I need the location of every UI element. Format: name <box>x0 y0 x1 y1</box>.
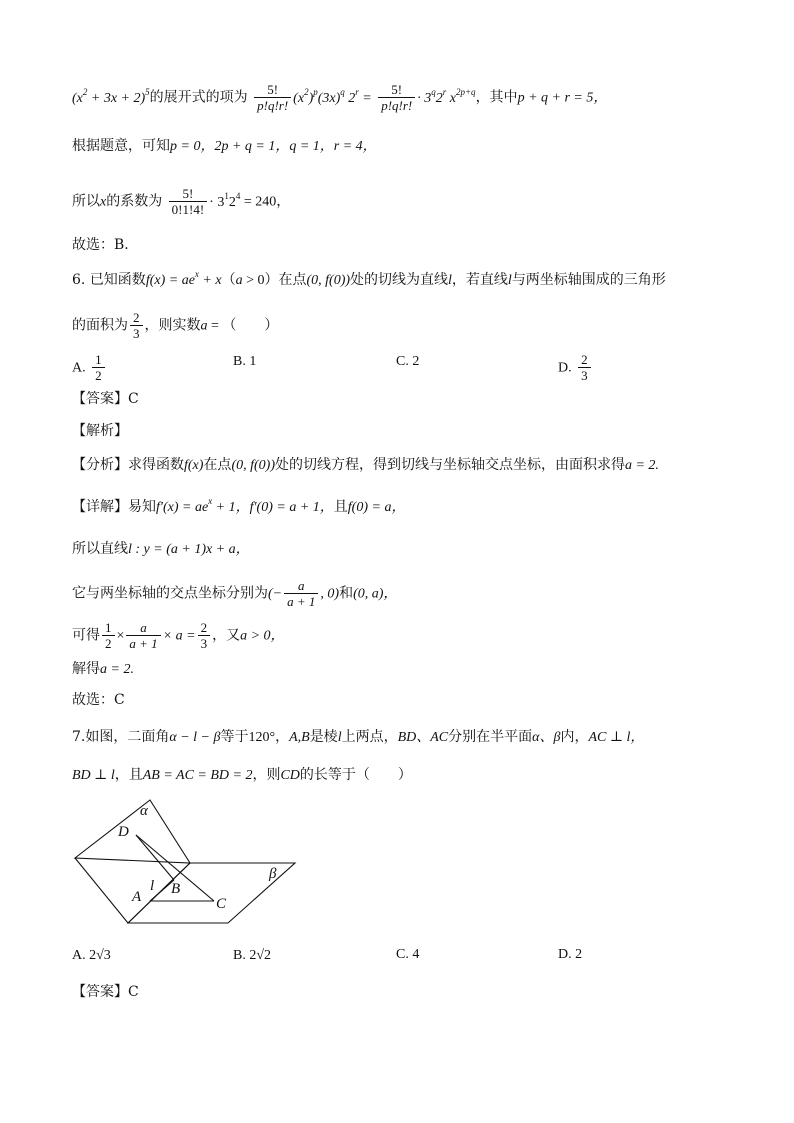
text: 是棱 <box>309 729 338 745</box>
q6-fenxi-line: 【分析】求得函数f(x)在点(0, f(0))处的切线方程，得到切线与坐标轴交点坐标，由面积求得a = 2. <box>72 457 659 473</box>
q7-option-b[interactable]: B. 2√2 <box>233 948 272 963</box>
q6-option-b[interactable]: B. 1 <box>233 354 257 369</box>
q6-answer: 故选：C <box>72 692 125 708</box>
q5-answer: 故选：B． <box>72 237 139 253</box>
text: ，且 <box>114 767 143 783</box>
text: （ ） <box>222 317 279 334</box>
label-l: l <box>150 878 155 894</box>
q6-stem-line1: 6. 已知函数$f(x) = ae^x + x(a > 0)$在点(0, f(0))处的切线为直线l，若直线l与两坐标轴围成的三角形 <box>72 269 666 288</box>
math-fraction: $\frac{1}{2}$ <box>92 352 105 383</box>
math-fraction: $\frac{5!}{0!1!4!}$ <box>169 186 208 217</box>
text: 在点 <box>278 272 307 288</box>
q6-option-c[interactable]: C. 2 <box>396 354 420 369</box>
text: 解得 <box>72 661 100 677</box>
q7-stem-line1: 7.如图，二面角α − l − β等于120°，A,B是棱l上两点，BD、AC分别在半平面α、β内，AC ⊥ l， <box>72 729 645 745</box>
math-fraction: $\frac{a}{a + 1}$ <box>126 620 160 651</box>
detail-tag: 【详解】 <box>72 499 128 515</box>
text: 上两点， <box>341 729 398 745</box>
q7-option-d[interactable]: D. 2 <box>558 947 583 962</box>
math-fraction: $\frac{2}{3}$ <box>578 352 591 383</box>
text: ，若直线 <box>451 272 508 288</box>
q5-coef-line: 所以x的系数为 $\frac{5!}{0!1!4!}$ · $3^12^4 = 240$， <box>72 186 291 217</box>
text: 的展开式的项为 <box>149 89 248 106</box>
text: 处的切线方程，得到切线与坐标轴交点坐标，由面积求得 <box>274 457 625 473</box>
text: 的长等于（ ） <box>299 767 412 783</box>
math-fraction: $\frac{5!}{p!q!r!}$ <box>254 82 291 113</box>
text: 内， <box>560 729 589 745</box>
q5-condition-line: 根据题意，可知p = 0，2p + q = 1，q = 1，r = 4， <box>72 138 377 154</box>
plane-alpha-edge <box>75 858 128 923</box>
text: ，又 <box>212 627 241 644</box>
text: 所以直线 <box>72 541 128 557</box>
option-label: A. <box>72 948 86 963</box>
label-beta: β <box>269 866 277 882</box>
q5-expansion-line: $(x^2 + 3x + 2)^5$的展开式的项为 $\frac{5!}{p!q!r!}$ $(x^2)^p(3x)^q$ $2^r$ = $\frac{5!}{p!q!r!}$ · $3^q2^r$ $x^{2p+q}$，其中p + q + r = 5， <box>72 82 608 113</box>
option-label: A. <box>72 360 86 376</box>
math-fraction: $\frac{a}{a + 1}$ <box>284 578 318 609</box>
text: 且 <box>333 499 348 515</box>
math-fraction: $\frac{2}{3}$ <box>198 620 211 651</box>
text: 它与两坐标轴的交点坐标分别为 <box>72 585 268 602</box>
text: 如图，二面角 <box>85 729 170 745</box>
label-alpha: α <box>140 803 148 819</box>
q6-option-d[interactable] <box>558 352 593 383</box>
q6-line-equation: 所以直线l : y = (a + 1)x + a， <box>72 541 250 557</box>
math-fraction: $\frac{1}{2}$ <box>102 620 115 651</box>
q7-option-c[interactable]: C. 4 <box>396 947 420 962</box>
text: ，则实数 <box>144 317 201 334</box>
math-trinomial: $(x^2 + 3x + 2)^5$ <box>72 86 150 106</box>
q6-option-a[interactable] <box>72 352 107 383</box>
label-B: B <box>171 881 181 897</box>
coef-value: = 240， <box>243 194 291 210</box>
text: 与两坐标轴围成的三角形 <box>511 272 666 288</box>
segment-DB <box>136 835 174 880</box>
q7-option-a[interactable]: A. 2√3 <box>72 948 111 963</box>
text: 等于 <box>220 729 249 745</box>
label-C: C <box>216 896 227 912</box>
option-label: B. <box>233 948 246 963</box>
text: 求得函数 <box>128 457 184 473</box>
q7-answer-tag: 【答案】C <box>72 984 139 1000</box>
text: 易知 <box>128 499 156 515</box>
text: ，其中 <box>475 89 518 106</box>
dihedral-angle-figure <box>70 795 310 930</box>
text: 可得 <box>72 627 100 644</box>
q6-solve-line: 解得a = 2. <box>72 661 134 677</box>
question-number: 7. <box>72 729 86 745</box>
q6-answer-tag: 【答案】C <box>72 391 139 407</box>
text: 所以 <box>72 193 100 210</box>
q6-stem-line2: 的面积为 $\frac{2}{3}$ ，则实数a = （ ） <box>72 310 279 341</box>
question-number: 6. <box>72 272 86 288</box>
text: ，则 <box>252 767 281 783</box>
text: 的系数为 <box>106 193 163 210</box>
q6-detail-line: 【详解】易知$f'(x) = ae^x + 1$，f′(0) = a + 1，且f(0) = a， <box>72 496 406 515</box>
q6-intersect-line: 它与两坐标轴的交点坐标分别为(− $\frac{a}{a + 1}$ , 0)和(0, a)， <box>72 578 398 609</box>
q7-stem-line2: BD ⊥ l，且AB = AC = BD = 2，则CD的长等于（ ） <box>72 767 412 783</box>
text: 根据题意，可知 <box>72 138 170 154</box>
text: 已知函数 <box>89 272 146 288</box>
label-A: A <box>132 889 142 905</box>
text: 和 <box>339 585 354 602</box>
text: 在点 <box>203 457 232 473</box>
label-D: D <box>118 824 129 840</box>
math-fraction: $\frac{5!}{p!q!r!}$ <box>378 82 415 113</box>
text: 分别在半平面 <box>448 729 533 745</box>
text: 的面积为 <box>72 317 128 334</box>
q6-area-line: 可得 $\frac{1}{2}$ × $\frac{a}{a + 1}$ × a = $\frac{2}{3}$ ，又a > 0， <box>72 620 285 651</box>
option-label: D. <box>558 360 572 376</box>
text: 处的切线为直线 <box>350 272 449 288</box>
fenxi-tag: 【分析】 <box>72 457 128 473</box>
plane-alpha <box>75 800 190 863</box>
math-fraction: $\frac{2}{3}$ <box>130 310 143 341</box>
q6-analysis-tag: 【解析】 <box>72 423 128 439</box>
